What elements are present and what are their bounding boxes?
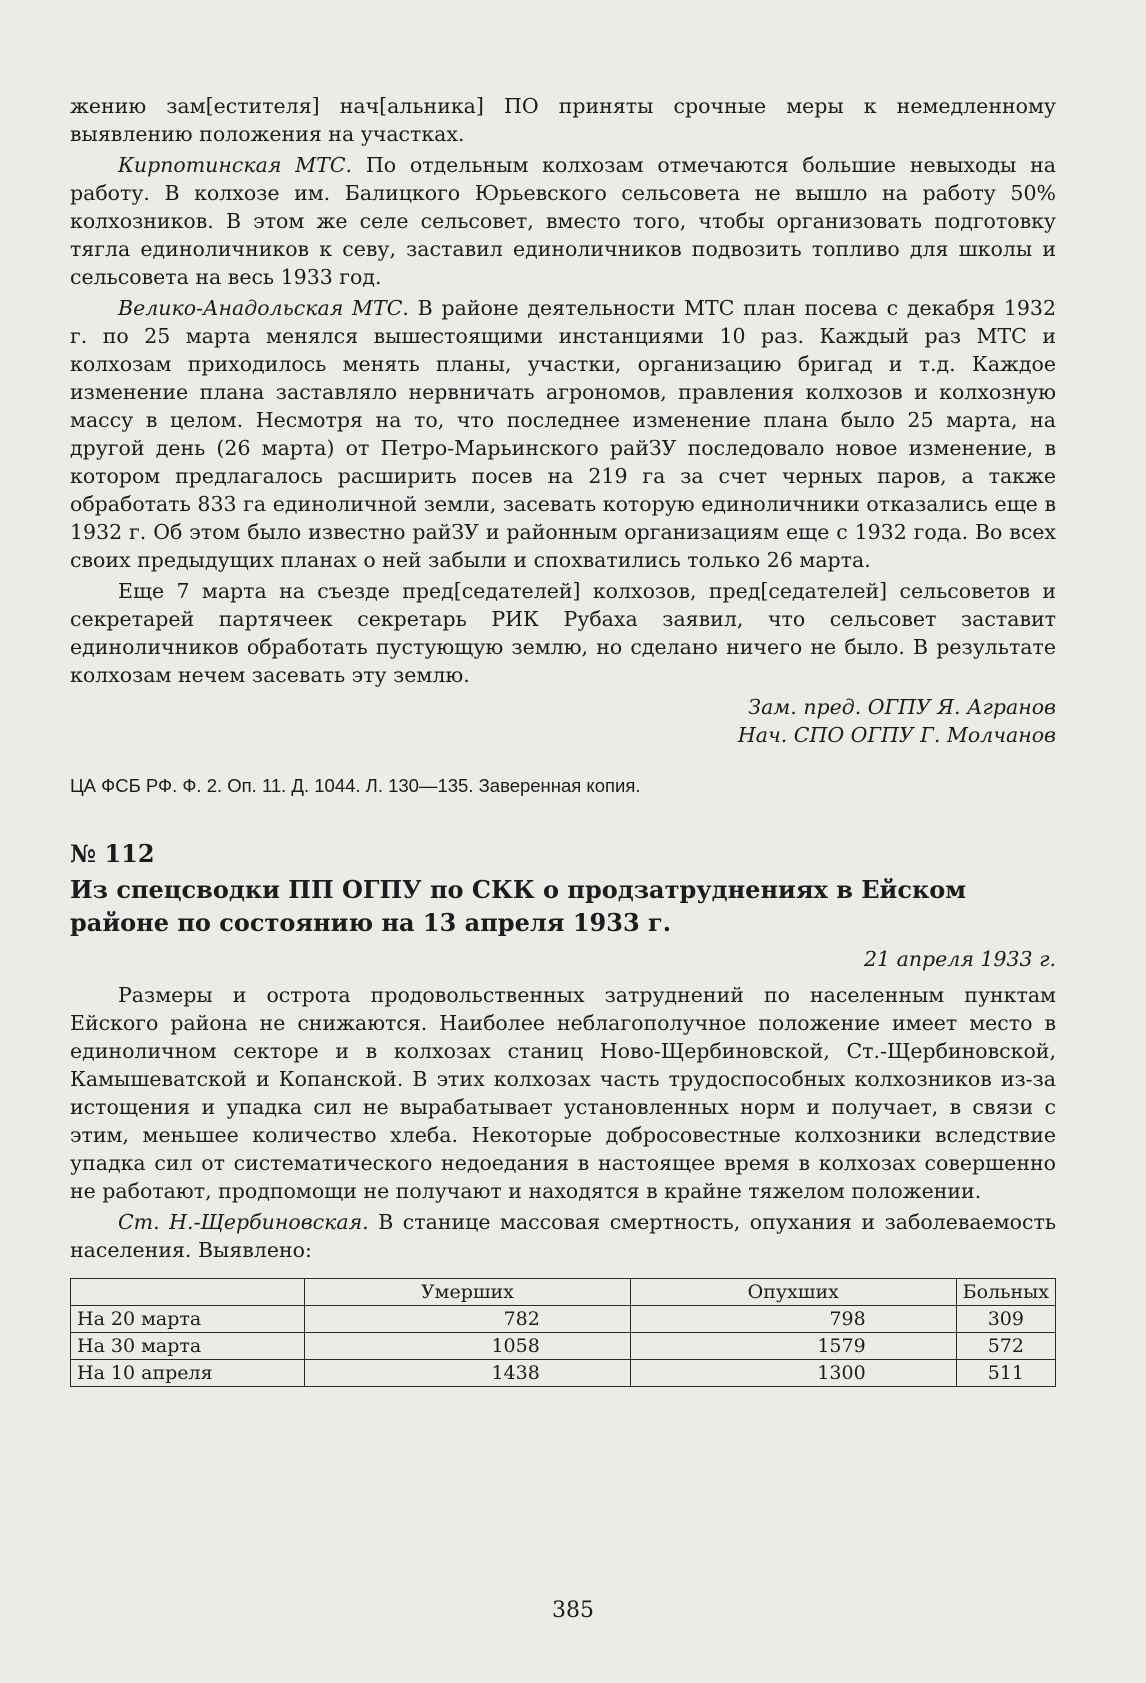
table-cell: На 20 марта [71,1306,305,1333]
paragraph-text: Размеры и острота продовольственных затруднений по населенным пунктам Ейского района не снижаются. Наиболее неблагополучное положение имеет место в единоличном секторе и в колхозах станиц Ново-Щербиновской, Ст.-Щербиновской, Камышеватской и Копанской. В этих колхозах часть трудоспособных колхозников из-за истощения и упадка сил не вырабатывает установленных норм и получает, в связи с этим, меньшее количество хлеба. Некоторые добросовестные колхозники вследствие упадка сил от систематического недоедания в настоящее время в колхозах совершенно не работают, продпомощи не получают и находятся в крайне тяжелом положении. [70,983,1056,1203]
table-row [71,1333,1056,1360]
table-cell: На 30 марта [71,1333,305,1360]
paragraph-lead: Кирпотинская МТС. [118,153,353,177]
paragraph-text: По отдельным колхозам отмечаются большие невыходы на работу. В колхозе им. Балицкого Юрьевского сельсовета не вышло на работу 50% колхозников. В этом же селе сельсовет, вместо того, чтобы организовать подготовку тягла единоличников к севу, заставил единоличников подвозить топливо для школы и сельсовета на весь 1933 год. [70,153,1056,289]
table-cell: 1300 [630,1360,956,1387]
table-cell: 1438 [305,1360,631,1387]
paragraph-lead: Велико-Анадольская МТС. [118,296,409,320]
page-number: 385 [552,1598,594,1623]
table-cell: 782 [305,1306,631,1333]
paragraph-text: жению зам[естителя] нач[альника] ПО приняты срочные меры к немедленному выявлению положения на участках. [70,94,1056,146]
top-paragraphs [70,92,1056,689]
signature-1: Зам. пред. ОГПУ Я. Агранов [748,695,1056,719]
document-date: 21 апреля 1933 г. [864,947,1056,971]
paragraph-lead: Ст. Н.-Щербиновская. [118,1210,369,1234]
table-cell: 511 [956,1360,1055,1387]
paragraph-text: В станице массовая смертность, опухания и заболеваемость населения. Выявлено: [70,1210,1056,1262]
table-cell: 309 [956,1306,1055,1333]
paragraph [70,294,1056,574]
paragraph [70,92,1056,148]
signature-2: Нач. СПО ОГПУ Г. Молчанов [737,723,1056,747]
bottom-paragraphs [70,981,1056,1264]
statistics-table [70,1278,1056,1387]
table-cell: На 10 апреля [71,1360,305,1387]
paragraph [70,151,1056,291]
table-header-row [71,1279,1056,1306]
table-row [71,1360,1056,1387]
table-cell: 1579 [630,1333,956,1360]
table-header-cell: Умерших [305,1279,631,1306]
table-cell: 572 [956,1333,1055,1360]
paragraph [70,1208,1056,1264]
paragraph-text: В районе деятельности МТС план посева с декабря 1932 г. по 25 марта менялся вышестоящими инстанциями 10 раз. Каждый раз МТС и колхозам приходилось менять планы, участки, организацию бригад и т.д. Каждое изменение плана заставляло нервничать агрономов, правления колхозов и колхозную массу в целом. Несмотря на то, что последнее изменение плана было 25 марта, на другой день (26 марта) от Петро-Марьинского райЗУ последовало новое изменение, в котором предлагалось расширить посев на 219 га за счет черных паров, а также обработать 833 га единоличной земли, засевать которую единоличники отказались еще в 1932 г. Об этом было известно райЗУ и районным организациям еще с 1932 года. Во всех своих предыдущих планах о ней забыли и спохватились только 26 марта. [70,296,1056,572]
document-title: Из спецсводки ПП ОГПУ по СКК о продзатруднениях в Ейском районе по состоянию на 13 апреля 1933 г. [70,875,967,937]
page-content [70,92,1056,1387]
table-cell: 798 [630,1306,956,1333]
archive-source: ЦА ФСБ РФ. Ф. 2. Оп. 11. Д. 1044. Л. 130—135. Заверенная копия. [70,775,641,796]
paragraph-text: Еще 7 марта на съезде пред[седателей] колхозов, пред[седателей] сельсоветов и секретарей партячеек секретарь РИК Рубаха заявил, что сельсовет заставит единоличников обработать пустующую землю, но сделано ничего не было. В результате колхозам нечем засевать эту землю. [70,579,1056,687]
table-header-cell [71,1279,305,1306]
document-number: № 112 [70,839,155,868]
paragraph [70,981,1056,1205]
table-header-cell: Больных [956,1279,1055,1306]
table-header-cell: Опухших [630,1279,956,1306]
paragraph [70,577,1056,689]
table-row [71,1306,1056,1333]
table-cell: 1058 [305,1333,631,1360]
